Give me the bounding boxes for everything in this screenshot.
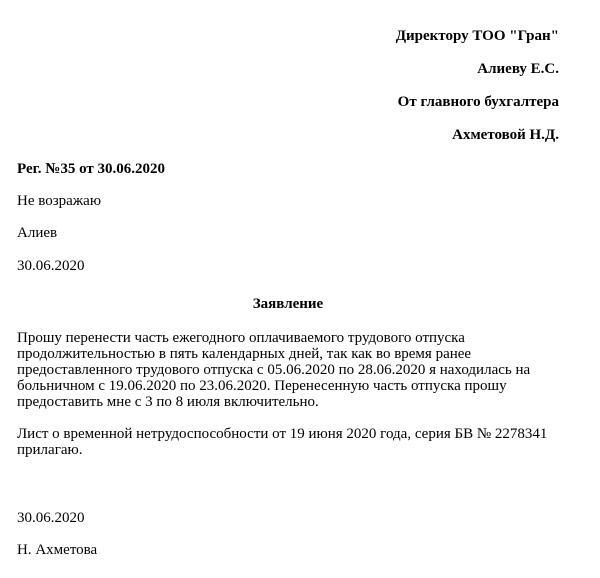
resolution-signature: Алиев <box>17 225 58 241</box>
body-paragraph <box>17 330 559 410</box>
resolution-date: 30.06.2020 <box>17 258 85 274</box>
attachment-line: прилагаю. <box>17 442 83 458</box>
body-line: Прошу перенести часть ежегодного оплачиваемого трудового отпуска <box>17 330 465 346</box>
signoff-date: 30.06.2020 <box>17 510 85 526</box>
document-title: Заявление <box>252 296 324 312</box>
attachment-line: Лист о временной нетрудоспособности от 19 июня 2020 года, серия БВ № 2278341 <box>17 426 548 442</box>
addressee-line-from: От главного бухгалтера <box>397 94 559 110</box>
body-line: предоставленного трудового отпуска с 05.06.2020 по 28.06.2020 я находилась на <box>17 362 531 378</box>
signoff-signature: Н. Ахметова <box>17 542 98 558</box>
addressee-line-director: Директору ТОО "Гран" <box>395 28 559 44</box>
registration-number: Рег. №35 от 30.06.2020 <box>17 161 165 177</box>
body-line: продолжительностью в пять календарных дней, так как во время ранее <box>17 346 472 362</box>
attachment-paragraph <box>17 426 559 458</box>
addressee-line-name: Алиеву Е.С. <box>477 61 559 77</box>
body-line: предоставить мне с 3 по 8 июля включительно. <box>17 394 319 410</box>
addressee-block <box>17 28 559 143</box>
resolution-text: Не возражаю <box>17 193 102 209</box>
body-line: больничном с 19.06.2020 по 23.06.2020. Перенесенную часть отпуска прошу <box>17 378 507 394</box>
addressee-line-sender-name: Ахметовой Н.Д. <box>452 127 559 143</box>
